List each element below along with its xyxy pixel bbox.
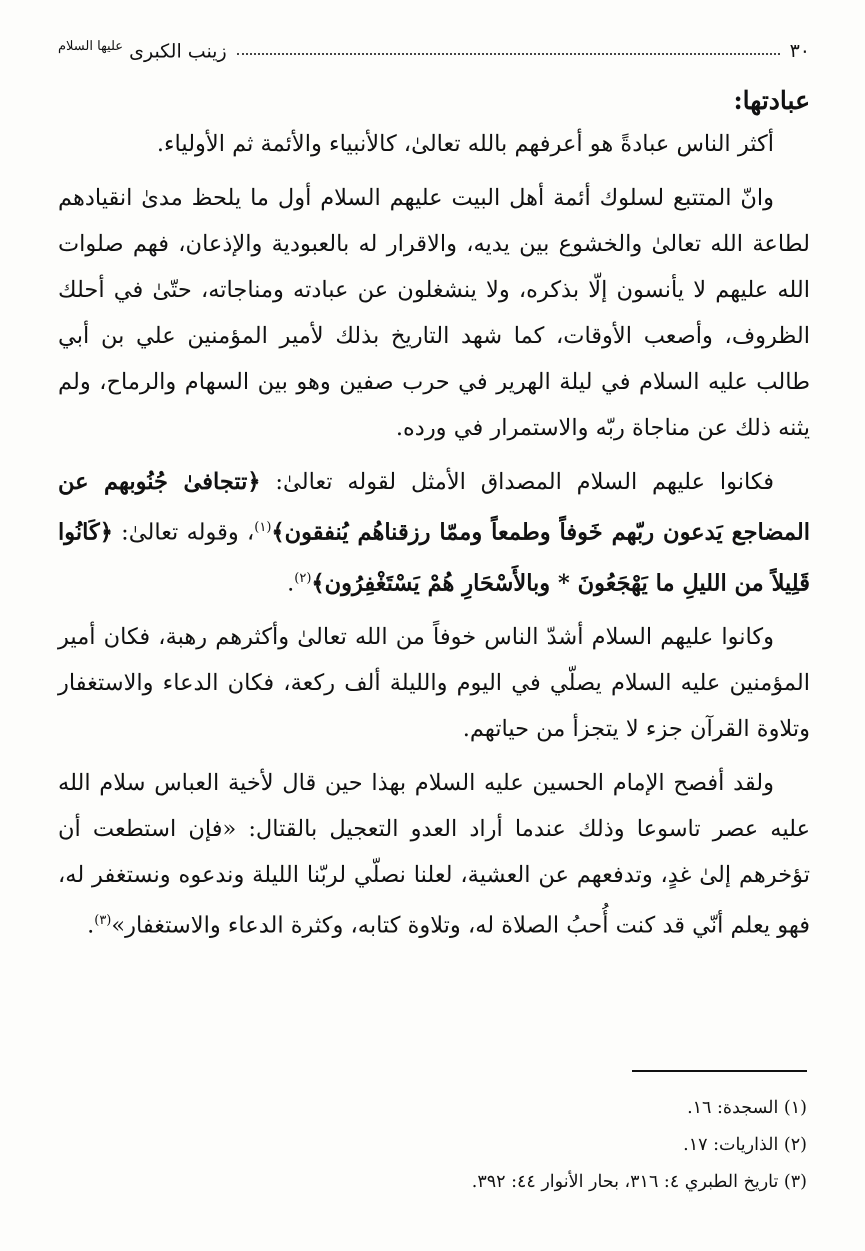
quran-verse-2: ﴿كَانُوا قَلِيلاً من الليلِ ما يَهْجَعُونَ * وبالأَسْحَارِ هُمْ يَسْتَغْفِرُون﴾ xyxy=(58,519,810,596)
footnote-ref-1: (١) xyxy=(254,520,272,535)
quran-lead: فكانوا عليهم السلام المصداق الأمثل لقوله تعالىٰ: xyxy=(275,469,775,495)
paragraph-quran xyxy=(58,459,810,606)
footnote-ref-3: (٣) xyxy=(94,913,112,928)
salutation-glyph: عليها السلام xyxy=(58,38,124,54)
paragraph-4-end: . xyxy=(87,912,95,939)
section-title: عبادتها: xyxy=(733,86,810,115)
book-title-text: زينب الكبرى xyxy=(129,40,227,62)
paragraph-2: وانّ المتتبع لسلوك أئمة أهل البيت عليهم السلام أول ما يلحظ مدىٰ انقيادهم لطاعة الله تعالىٰ والخشوع بين يديه، والاقرار له بالعبودية والإذعان، فهم صلوات الله عليهم لا يأنسون إلّا بذكره، ولا ينشغلون عن عبادته ومناجاته، حتّىٰ في أحلك الظروف، وأصعب الأوقات، كما شهد التاريخ بذلك لأمير المؤمنين علي بن أبي طالب عليه السلام في ليلة الهرير في حرب صفين وهو بين السهام والرماح، ولم يثنه ذلك عن مناجاة ربّه والاستمرار في ورده. xyxy=(58,185,810,441)
footnote-divider xyxy=(632,1070,807,1072)
footnotes xyxy=(58,1090,807,1201)
quran-middle: ، وقوله تعالىٰ: xyxy=(121,519,255,546)
paragraph-4-text: ولقد أفصح الإمام الحسين عليه السلام بهذا حين قال لأخية العباس سلام الله عليه عصر تاسوعا وذلك عندما أراد العدو التعجيل بالقتال: «فإن استطعت أن تؤخرهم إلىٰ غدٍ، وتدفعهم عن العشية، لعلنا نصلّي لربّنا الليلة وندعوه ونستغفر له، فهو يعلم أنّي قد كنت أُحبُ الصلاة له، وتلاوة كتابه، وكثرة الدعاء والاستغفار» xyxy=(58,770,810,939)
book-title xyxy=(58,39,227,62)
paragraph-4 xyxy=(58,760,810,949)
footnote-ref-2: (٢) xyxy=(294,570,312,586)
footnote-1: (١) السجدة: ١٦. xyxy=(687,1098,807,1118)
quran-end: . xyxy=(287,570,295,596)
footnote-3: (٣) تاريخ الطبري ٤: ٣١٦، بحار الأنوار ٤٤: ٣٩٢. xyxy=(471,1172,807,1192)
page-body xyxy=(58,28,810,949)
header-leader-dots xyxy=(237,53,780,55)
paragraph-1: أكثر الناس عبادةً هو أعرفهم بالله تعالىٰ، كالأنبياء والأئمة ثم الأولياء. xyxy=(156,131,774,157)
paragraph-3: وكانوا عليهم السلام أشدّ الناس خوفاً من الله تعالىٰ وأكثرهم رهبة، فكان أمير المؤمنين عليه السلام يصلّي في اليوم والليلة ألف ركعة، فكان الدعاء والاستغفار وتلاوة القرآن جزء لا يتجزأ من حياتهم. xyxy=(58,624,810,742)
quran-verse-1: ﴿تتجافىٰ جُنُوبهم عن المضاجع يَدعون ربّهم خَوفاً وطمعاً وممّا رزقناهُم يُنفقون﴾ xyxy=(58,469,810,546)
running-head xyxy=(58,28,810,62)
footnote-2: (٢) الذاريات: ١٧. xyxy=(683,1135,807,1155)
page-number: ٣٠ xyxy=(789,40,810,62)
